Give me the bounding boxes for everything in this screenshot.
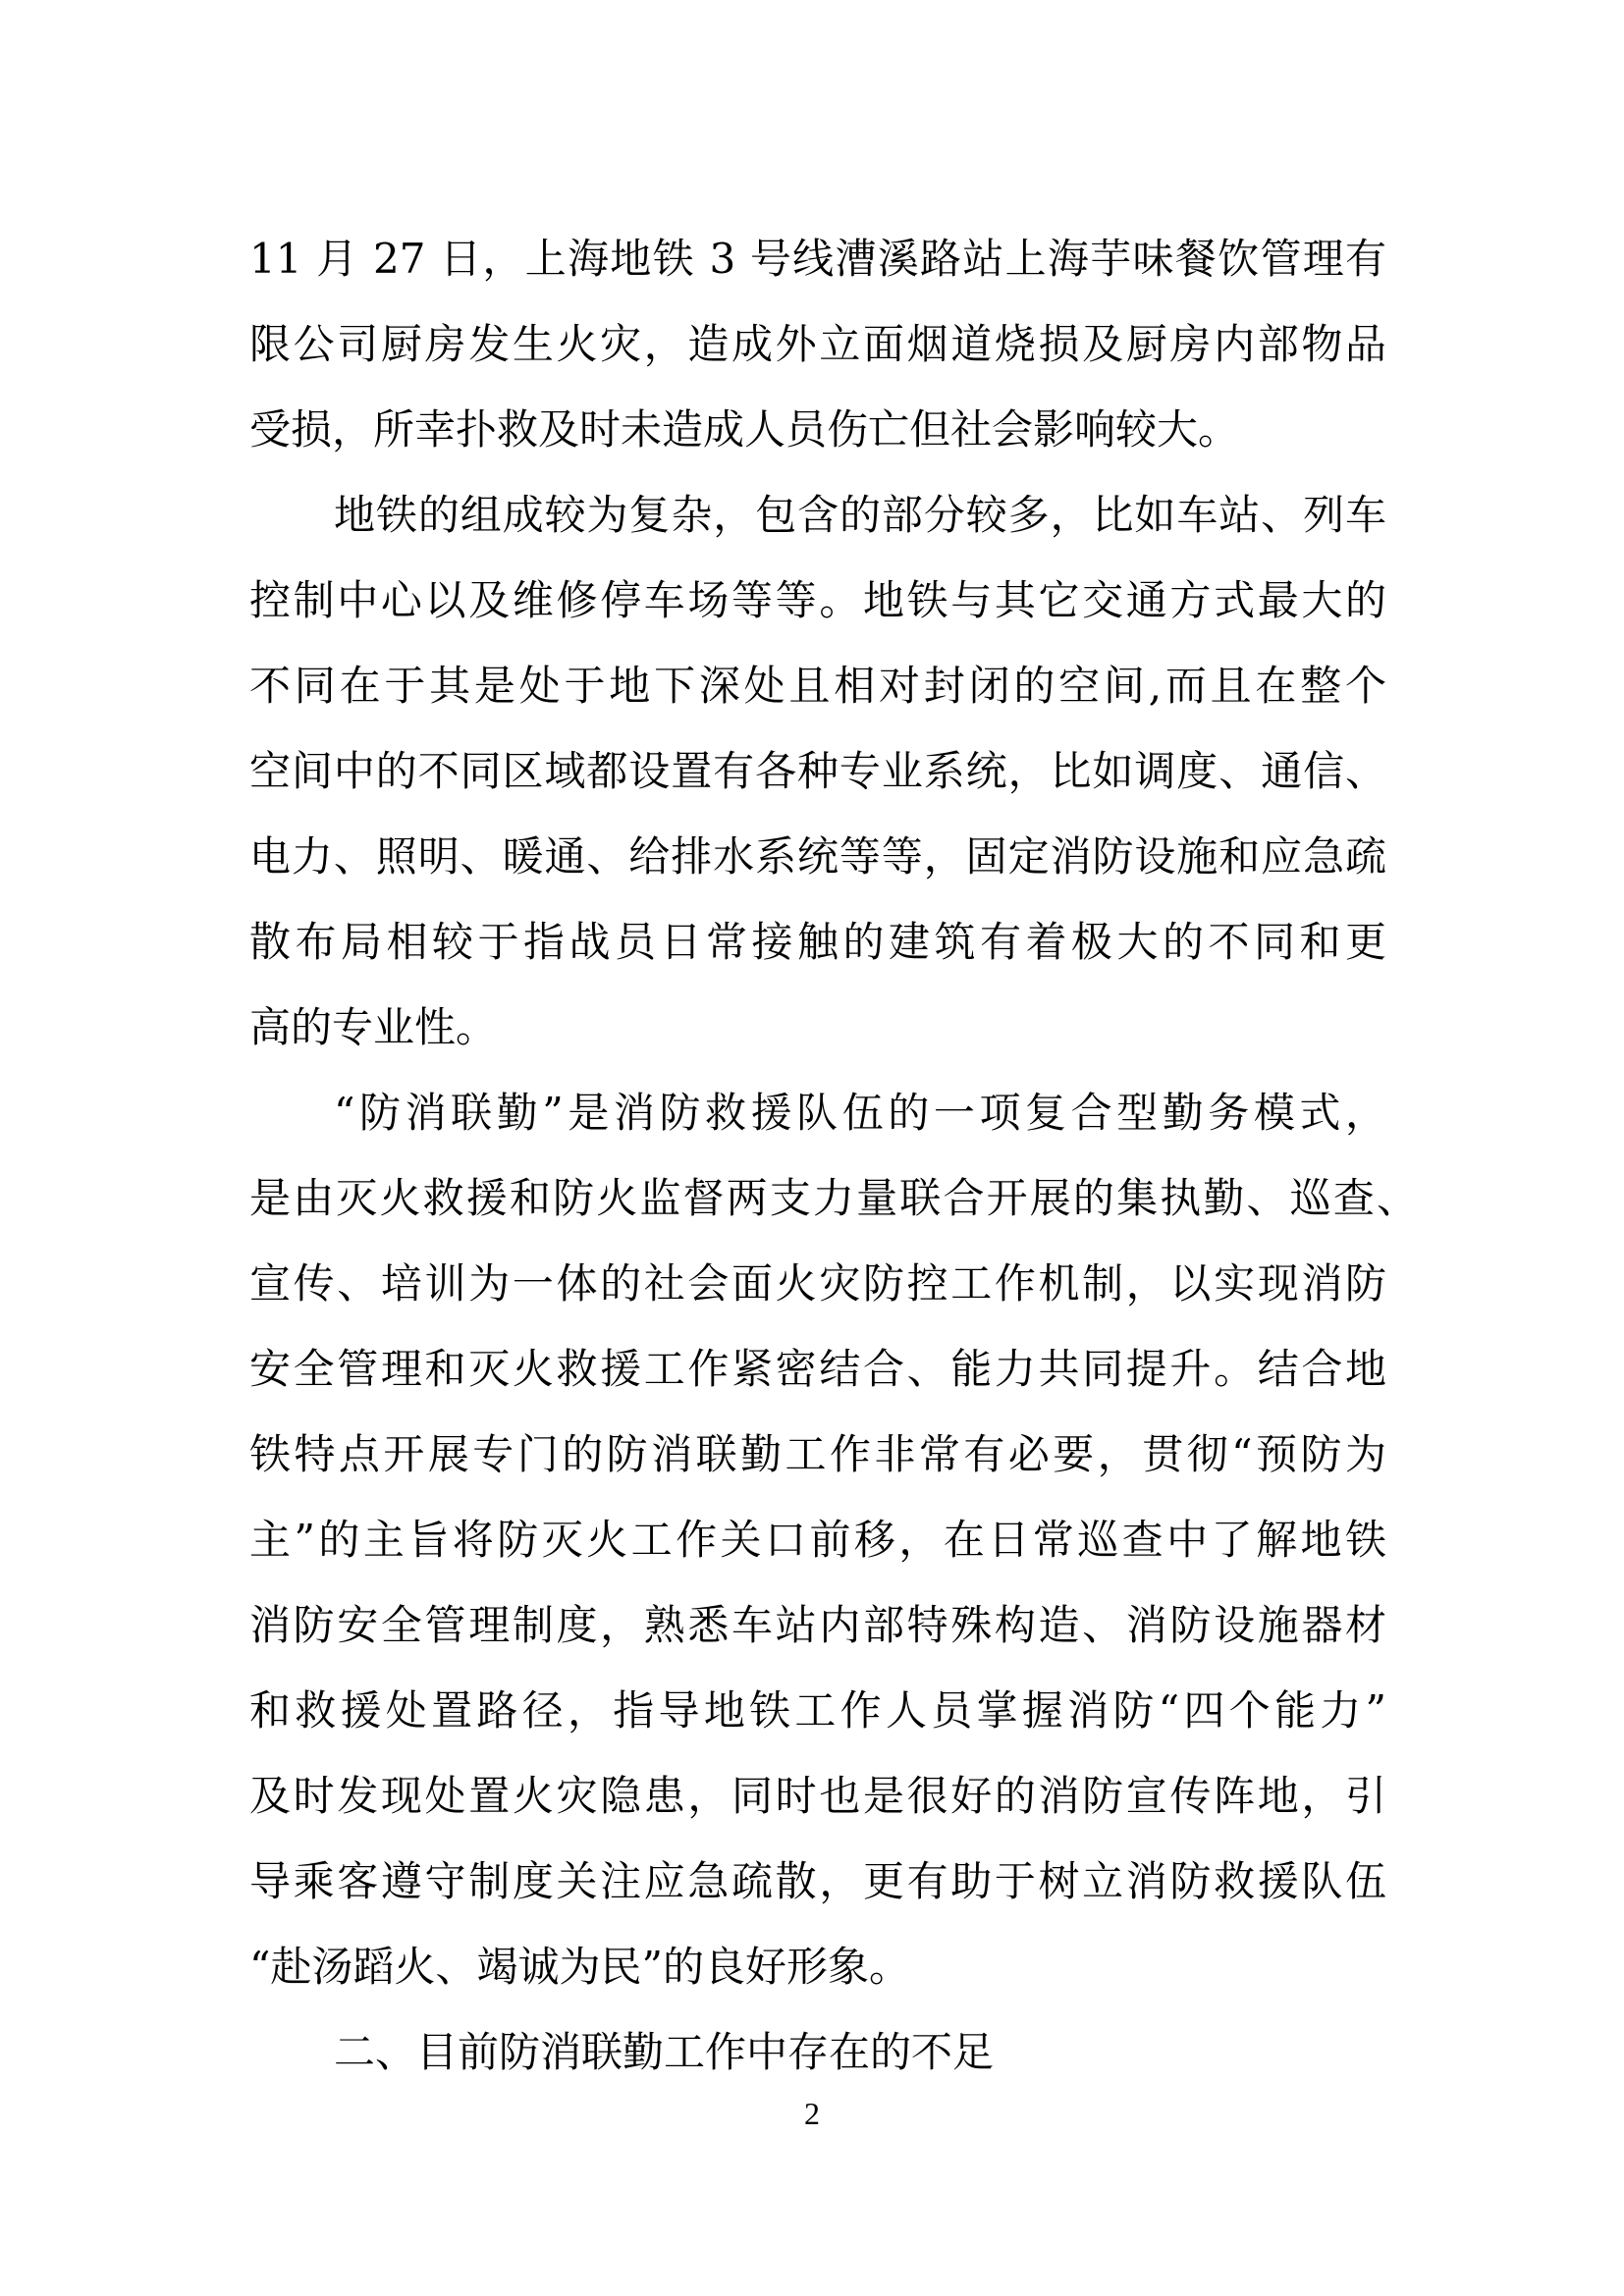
text-line: 消防安全管理制度，熟悉车站内部特殊构造、消防设施器材 (249, 1601, 1386, 1649)
text-line: 空间中的不同区域都设置有各种专业系统，比如调度、通信、 (249, 747, 1386, 795)
text-line: 不同在于其是处于地下深处且相对封闭的空间,而且在整个 (249, 662, 1386, 710)
text-line: 散布局相较于指战员日常接触的建筑有着极大的不同和更 (249, 918, 1386, 966)
text-line: 是由灭火救援和防火监督两支力量联合开展的集执勤、巡查、 (249, 1174, 1418, 1222)
text-line: 高的专业性。 (249, 1003, 498, 1051)
text-line: 电力、照明、暖通、给排水系统等等，固定消防设施和应急疏 (249, 832, 1386, 881)
text-line: 受损，所幸扑救及时未造成人员伤亡但社会影响较大。 (249, 405, 1240, 454)
text-line: 地铁的组成较为复杂，包含的部分较多，比如车站、列车 (334, 491, 1386, 539)
text-line: “赴汤蹈火、竭诚为民”的良好形象。 (249, 1943, 910, 1991)
text-line: 及时发现处置火灾隐患，同时也是很好的消防宣传阵地，引 (249, 1772, 1386, 1820)
text-line: 导乘客遵守制度关注应急疏散，更有助于树立消防救援队伍 (249, 1857, 1386, 1905)
text-line: 和救援处置路径，指导地铁工作人员掌握消防“四个能力” (249, 1686, 1386, 1735)
section-heading: 二、目前防消联勤工作中存在的不足 (334, 2028, 995, 2076)
text-line: 铁特点开展专门的防消联勤工作非常有必要，贯彻“预防为 (249, 1430, 1386, 1478)
text-line: 主”的主旨将防灭火工作关口前移，在日常巡查中了解地铁 (249, 1516, 1386, 1564)
text-line: 限公司厨房发生火灾，造成外立面烟道烧损及厨房内部物品 (249, 320, 1386, 368)
text-line: 安全管理和灭火救援工作紧密结合、能力共同提升。结合地 (249, 1345, 1386, 1393)
text-line: 宣传、培训为一体的社会面火灾防控工作机制，以实现消防 (249, 1259, 1386, 1308)
text-line: “防消联勤”是消防救援队伍的一项复合型勤务模式， (334, 1089, 1386, 1137)
page-number: 2 (804, 2096, 820, 2131)
body-text (249, 216, 1418, 2095)
text-line: 11 月 27 日，上海地铁 3 号线漕溪路站上海芋味餐饮管理有 (249, 235, 1386, 283)
text-line: 控制中心以及维修停车场等等。地铁与其它交通方式最大的 (249, 576, 1386, 624)
